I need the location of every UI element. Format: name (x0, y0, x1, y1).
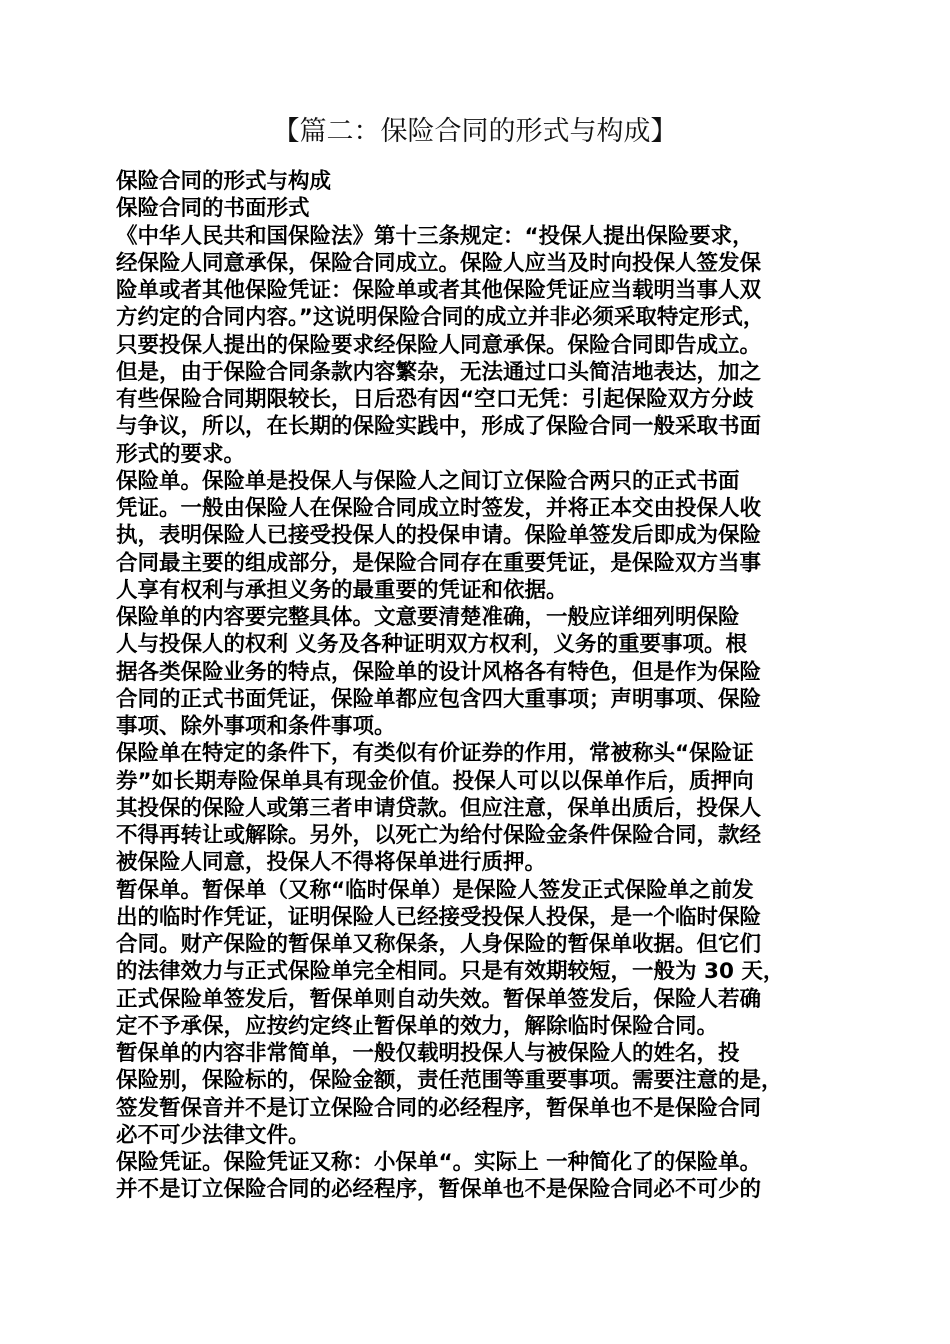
paragraph-line: 被保险人同意，投保人不得将保单进行质押。 (116, 850, 547, 876)
paragraph-line: 《中华人民共和国保险法》第十三条规定：“投保人提出保险要求， (116, 223, 754, 249)
paragraph-line: 券”如长期寿险保单具有现金价值。投保人可以以保单作后，质押向 (116, 768, 754, 794)
paragraph-line: 正式保险单签发后，暂保单则自动失效。暂保单签发后，保险人若确 (116, 986, 762, 1012)
paragraph-line: 签发暂保音并不是订立保险合同的必经程序，暂保单也不是保险合同 (116, 1095, 762, 1121)
paragraph-line: 暂保单。暂保单（又称“临时保单）是保险人签发正式保险单之前发 (116, 877, 754, 903)
paragraph-line: 保险别，保险标的，保险金额，责任范围等重要事项。需要注意的是， (116, 1068, 783, 1094)
paragraph-line: 保险凭证。保险凭证又称：小保单“。实际上 一种简化了的保险单。 (116, 1150, 762, 1175)
paragraph-line: 保险合同的书面形式 (116, 196, 310, 222)
paragraph-line: 形式的要求。 (116, 441, 246, 467)
paragraph-line: 合同最主要的组成部分，是保险合同存在重要凭证，是保险双方当事 (116, 550, 762, 576)
paragraph-line: 保险单。保险单是投保人与保险人之间订立保险合两只的正式书面 (116, 468, 740, 494)
paragraph-line: 必不可少法律文件。 (116, 1122, 310, 1148)
paragraph-line: 保险单的内容要完整具体。文意要清楚准确，一般应详细列明保险 (116, 605, 740, 630)
paragraph-line: 险单或者其他保险凭证：保险单或者其他保险凭证应当载明当事人双 (116, 278, 762, 303)
paragraph-line: 执，表明保险人已接受投保人的投保申请。保险单签发后即成为保险 (116, 523, 762, 549)
paragraph-line: 不得再转让或解除。另外，以死亡为给付保险金条件保险合同，款经 (116, 823, 762, 848)
paragraph-line: 有些保险合同期限较长，日后恐有因“空口无凭：引起保险双方分歧 (116, 387, 754, 412)
paragraph-line: 人享有权利与承担义务的最重要的凭证和依据。 (116, 577, 568, 603)
paragraph-line: 经保险人同意承保，保险合同成立。保险人应当及时向投保人签发保 (116, 250, 762, 276)
paragraph-line: 定不予承保，应按约定终止暂保单的效力，解除临时保险合同。 (116, 1013, 719, 1039)
document-body (116, 168, 846, 1204)
paragraph-line: 合同。财产保险的暂保单又称保条，人身保险的暂保单收据。但它们 (116, 932, 762, 957)
paragraph-line: 凭证。一般由保险人在保险合同成立时签发，并将正本交由投保人收 (116, 496, 762, 521)
paragraph-line: 据各类保险业务的特点，保险单的设计风格各有特色，但是作为保险 (116, 659, 762, 685)
paragraph-line: 事项、除外事项和条件事项。 (116, 714, 396, 739)
paragraph-line: 的法律效力与正式保险单完全相同。只是有效期较短，一般为 30 天， (116, 959, 785, 985)
document-title: 【篇二：保险合同的形式与构成】 (272, 116, 678, 147)
paragraph-line: 暂保单的内容非常简单，一般仅载明投保人与被保险人的姓名，投 (116, 1041, 740, 1066)
paragraph-line: 出的临时作凭证，证明保险人已经接受投保人投保，是一个临时保险 (116, 904, 762, 930)
paragraph-line: 但是，由于保险合同条款内容繁杂，无法通过口头简洁地表达，加之 (116, 359, 762, 385)
paragraph-line: 其投保的保险人或第三者申请贷款。但应注意，保单出质后，投保人 (116, 795, 762, 821)
paragraph-line: 合同的正式书面凭证，保险单都应包含四大重事项；声明事项、保险 (116, 686, 762, 712)
paragraph-line: 与争议，所以，在长期的保险实践中，形成了保险合同一般采取书面 (116, 414, 762, 440)
paragraph-line: 人与投保人的权利 义务及各种证明双方权利，义务的重要事项。根 (116, 632, 747, 658)
paragraph-line: 保险合同的形式与构成 (116, 169, 332, 194)
paragraph-line: 方约定的合同内容。”这说明保险合同的成立并非必须采取特定形式， (116, 305, 765, 331)
paragraph-line: 只要投保人提出的保险要求经保险人同意承保。保险合同即告成立。 (116, 332, 762, 358)
paragraph-line: 并不是订立保险合同的必经程序，暂保单也不是保险合同必不可少的 (116, 1177, 762, 1203)
paragraph-line: 保险单在特定的条件下，有类似有价证券的作用，常被称头“保险证 (116, 741, 754, 767)
